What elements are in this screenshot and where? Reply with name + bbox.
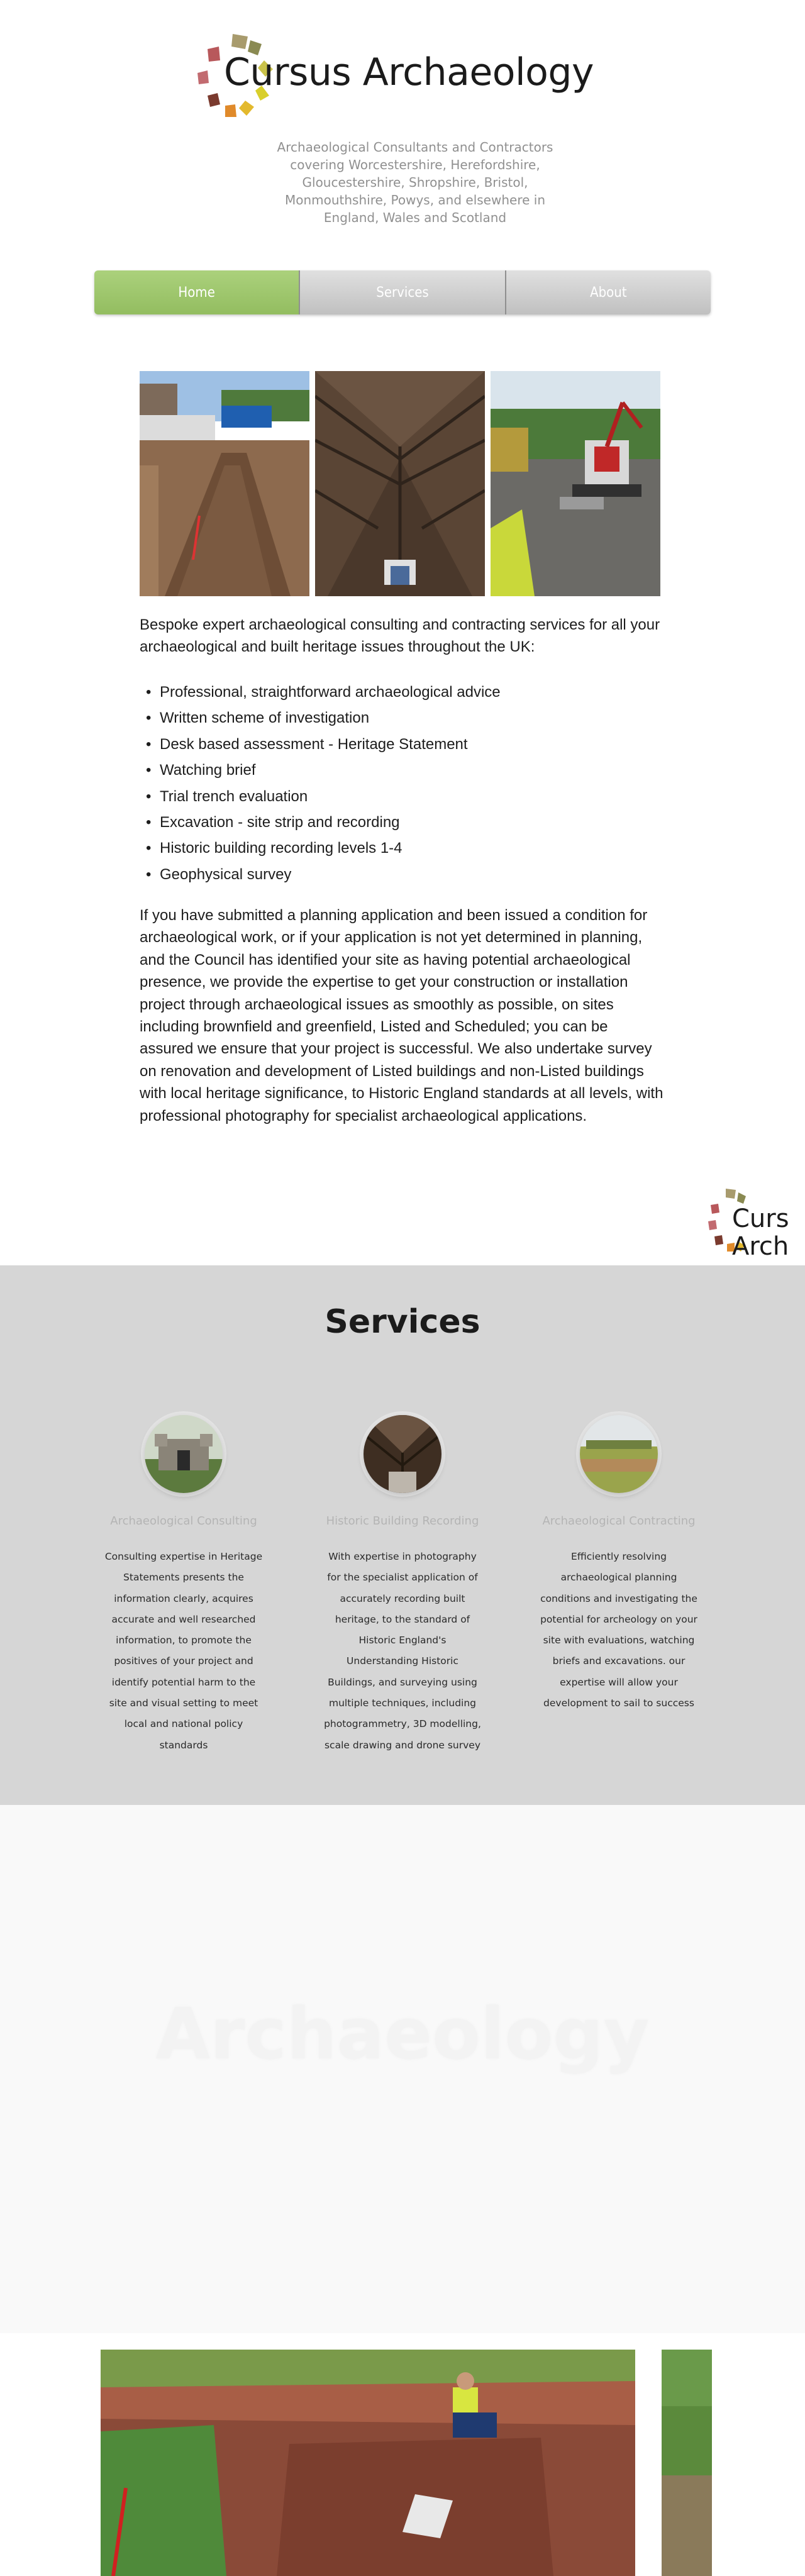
mini-logo-line: Curs xyxy=(732,1204,789,1233)
list-item: • Desk based assessment - Heritage Statement xyxy=(146,731,662,757)
desc-line: heritage, to the standard of xyxy=(335,1613,470,1625)
desc-line: information clearly, acquires xyxy=(114,1592,253,1604)
desc-line: briefs and excavations. our xyxy=(552,1655,686,1667)
desc-line: Buildings, and surveying using xyxy=(328,1676,477,1688)
desc-line: site and visual setting to meet xyxy=(109,1697,258,1709)
tagline-line: Archaeological Consultants and Contractors xyxy=(277,140,553,155)
tagline-line: Monmouthshire, Powys, and elsewhere in xyxy=(284,192,546,208)
site-logo[interactable] xyxy=(196,33,594,121)
desc-line: photogrammetry, 3D modelling, xyxy=(324,1718,481,1730)
nav-home[interactable]: Home xyxy=(94,270,299,314)
castle-gate-photo xyxy=(145,1415,223,1493)
field-excavation-photo xyxy=(580,1415,658,1493)
gallery-image-next[interactable] xyxy=(662,2350,712,2576)
service-name: Archaeological Consulting xyxy=(110,1514,257,1528)
site-tagline xyxy=(264,138,566,226)
desc-line: local and national policy xyxy=(124,1718,243,1730)
service-name: Historic Building Recording xyxy=(326,1514,479,1528)
roof-timbers-photo xyxy=(364,1415,441,1493)
desc-line: information, to promote the xyxy=(116,1635,252,1646)
service-name: Archaeological Contracting xyxy=(542,1514,696,1528)
mini-logo-line: Arch xyxy=(732,1232,789,1261)
service-list xyxy=(146,679,662,887)
desc-line: accurately recording built xyxy=(340,1592,465,1604)
mini-logo[interactable] xyxy=(707,1186,805,1264)
nav-services[interactable]: Services xyxy=(299,270,504,314)
main-nav xyxy=(94,270,711,314)
desc-line: for the specialist application of xyxy=(327,1572,478,1584)
list-item: • Watching brief xyxy=(146,757,662,783)
tagline-line: Gloucestershire, Shropshire, Bristol, xyxy=(302,175,528,190)
desc-line: identify potential harm to the xyxy=(111,1676,256,1688)
desc-line: standards xyxy=(159,1739,208,1751)
service-desc xyxy=(322,1546,483,1756)
trench-photo xyxy=(140,371,309,596)
nav-about[interactable]: About xyxy=(505,270,711,314)
desc-line: accurate and well researched xyxy=(111,1613,256,1625)
list-item: • Written scheme of investigation xyxy=(146,705,662,731)
desc-line: development to sail to success xyxy=(543,1697,694,1709)
service-desc xyxy=(103,1546,264,1756)
hero-title: Archaeology xyxy=(155,1994,650,2075)
list-item: • Geophysical survey xyxy=(146,862,662,887)
gallery-image-excavation[interactable] xyxy=(101,2350,635,2576)
desc-line: positives of your project and xyxy=(114,1655,253,1667)
body-paragraph: If you have submitted a planning application and been issued a condition for archaeological work, or if your application is not yet determined in planning, and the Council has identified your site as having potential archaeological presence, we provide the expertise to get your construction or installation project through archaeological issues as smoothly as possible, on sites including brownfield and greenfield, Listed and Scheduled; you can be assured we ensure that your project is successful. We also undertake survey on renovation and development of Listed buildings and non-Listed buildings with local heritage significance, to Historic England standards at all levels, with professional photography for specialist archaeological applications. xyxy=(140,907,663,1124)
tagline-line: covering Worcestershire, Herefordshire, xyxy=(290,157,540,172)
desc-line: site with evaluations, watching xyxy=(543,1635,695,1646)
service-desc xyxy=(538,1546,699,1714)
desc-line: With expertise in photography xyxy=(328,1551,477,1562)
list-item: • Historic building recording levels 1-4 xyxy=(146,835,662,861)
list-item: • Excavation - site strip and recording xyxy=(146,809,662,835)
desc-line: Historic England's xyxy=(358,1635,447,1646)
desc-line: Statements presents the xyxy=(123,1572,244,1584)
desc-line: potential for archeology on your xyxy=(540,1613,697,1625)
logo-wordmark: Cursus Archaeology xyxy=(224,50,594,94)
desc-line: conditions and investigating the xyxy=(540,1592,697,1604)
desc-line: Understanding Historic xyxy=(347,1655,458,1667)
desc-line: scale drawing and drone survey xyxy=(324,1739,481,1751)
desc-line: archaeological planning xyxy=(560,1572,677,1584)
tagline-line: England, Wales and Scotland xyxy=(323,210,507,225)
desc-line: Efficiently resolving xyxy=(570,1551,667,1562)
services-title: Services xyxy=(325,1303,480,1341)
service-card-contracting[interactable] xyxy=(531,1415,707,1714)
roof-timbers-photo xyxy=(315,371,485,596)
list-item: • Trial trench evaluation xyxy=(146,784,662,809)
intro-text: Bespoke expert archaeological consulting and contracting services for all your archaeological and built heritage issues throughout the UK: xyxy=(140,616,660,655)
desc-line: Consulting expertise in Heritage xyxy=(104,1551,263,1562)
service-card-consulting[interactable] xyxy=(96,1415,272,1756)
desc-line: expertise will allow your xyxy=(560,1676,678,1688)
list-item: • Professional, straightforward archaeological advice xyxy=(146,679,662,705)
excavator-photo xyxy=(491,371,660,596)
desc-line: multiple techniques, including xyxy=(328,1697,477,1709)
service-card-building-recording[interactable] xyxy=(314,1415,491,1756)
